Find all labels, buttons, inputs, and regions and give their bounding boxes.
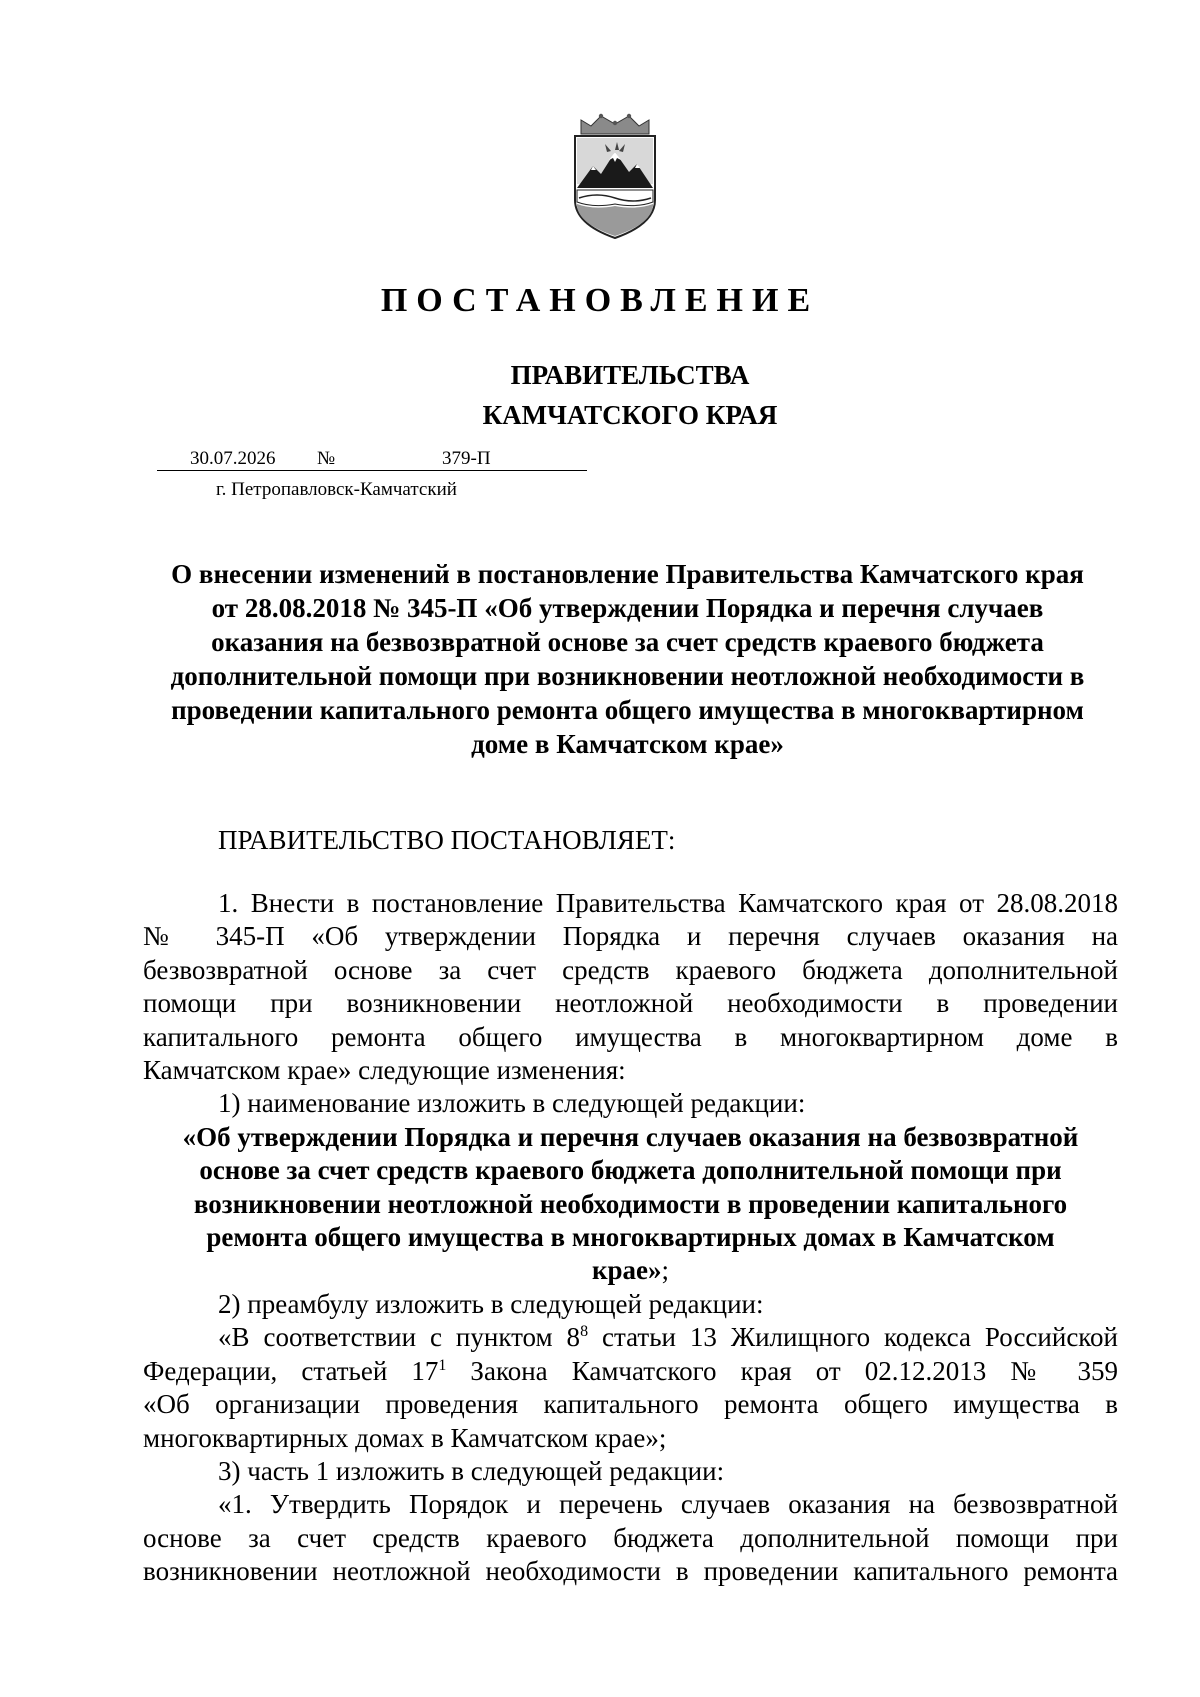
kamchatka-coat-of-arms-icon xyxy=(567,112,663,240)
document-requisites xyxy=(0,448,1200,508)
document-date: 30.07.2026 xyxy=(190,448,276,469)
body-line xyxy=(143,1321,1118,1354)
body-line: многоквартирных домах в Камчатском крае»; xyxy=(143,1422,667,1453)
body-line: безвозвратной основе за счет средств краевого бюджета дополнительной xyxy=(143,954,1118,985)
document-subject xyxy=(140,557,1115,761)
body-line: возникновении неотложной необходимости в проведении капитального ремонта xyxy=(143,1556,1118,1587)
quoted-bold-line: ремонта общего имущества в многоквартирных домах в Камчатском xyxy=(206,1222,1055,1253)
body-line: основе за счет средств краевого бюджета дополнительной помощи при xyxy=(143,1522,1118,1553)
body-line xyxy=(143,1355,1118,1388)
document-body xyxy=(143,887,1118,1589)
body-line: «Об организации проведения капитального ремонта общего имущества в xyxy=(143,1389,1118,1420)
body-line: 3) часть 1 изложить в следующей редакции: xyxy=(218,1455,725,1486)
resolves-heading: ПРАВИТЕЛЬСТВО ПОСТАНОВЛЯЕТ: xyxy=(218,825,676,855)
text-segment: статьи 13 Жилищного кодекса Российской xyxy=(588,1322,1118,1353)
subject-line: от 28.08.2018 № 345-П «Об утверждении Порядка и перечня случаев xyxy=(211,593,1044,623)
text-segment: Закона Камчатского края от 02.12.2013 № 359 xyxy=(446,1355,1118,1386)
date-number-line xyxy=(157,448,587,472)
quoted-bold-text: крае» xyxy=(591,1255,662,1286)
subject-line: О внесении изменений в постановление Правительства Камчатского края xyxy=(171,559,1084,589)
document-city: г. Петропавловск-Камчатский xyxy=(216,479,457,500)
line-end-punctuation: ; xyxy=(661,1255,670,1286)
superscript: 8 xyxy=(580,1323,589,1341)
number-sign: № xyxy=(317,448,336,469)
body-line: «1. Утвердить Порядок и перечень случаев оказания на безвозвратной xyxy=(218,1489,1118,1520)
document-number: 379-П xyxy=(442,448,491,469)
subject-line: проведении капитального ремонта общего имущества в многоквартирном xyxy=(171,695,1084,725)
body-line: 2) преамбулу изложить в следующей редакции: xyxy=(218,1288,764,1319)
quoted-bold-line: «Об утверждении Порядка и перечня случаев оказания на безвозвратной xyxy=(182,1121,1079,1152)
body-line: 1. Внести в постановление Правительства Камчатского края от 28.08.2018 xyxy=(218,888,1118,918)
quoted-bold-line: возникновении неотложной необходимости в проведении капитального xyxy=(193,1188,1068,1219)
text-segment: «В соответствии с пунктом 8 xyxy=(218,1322,581,1353)
issuer-line: ПРАВИТЕЛЬСТВА xyxy=(510,360,750,390)
body-line: № 345-П «Об утверждении Порядка и перечня случаев оказания на xyxy=(143,921,1118,952)
quoted-bold-line: основе за счет средств краевого бюджета дополнительной помощи при xyxy=(199,1155,1062,1186)
superscript: 1 xyxy=(438,1356,447,1374)
body-line: 1) наименование изложить в следующей редакции: xyxy=(218,1088,806,1119)
text-segment: Федерации, статьей 17 xyxy=(143,1355,439,1386)
subject-line: дополнительной помощи при возникновении неотложной необходимости в xyxy=(170,661,1085,691)
document-type-title: ПОСТАНОВЛЕНИЕ xyxy=(380,282,820,319)
issuer-line: КАМЧАТСКОГО КРАЯ xyxy=(482,400,778,430)
quoted-bold-line xyxy=(143,1254,1118,1287)
subject-line: оказания на безвозвратной основе за счет средств краевого бюджета xyxy=(211,627,1044,657)
body-line: помощи при возникновении неотложной необходимости в проведении xyxy=(143,988,1118,1019)
body-line: капитального ремонта общего имущества в многоквартирном доме в xyxy=(143,1021,1118,1052)
subject-line: доме в Камчатском крае» xyxy=(471,729,784,759)
body-line: Камчатском крае» следующие изменения: xyxy=(143,1055,626,1086)
issuer-name xyxy=(0,355,1200,435)
requisites-underline xyxy=(157,470,587,471)
